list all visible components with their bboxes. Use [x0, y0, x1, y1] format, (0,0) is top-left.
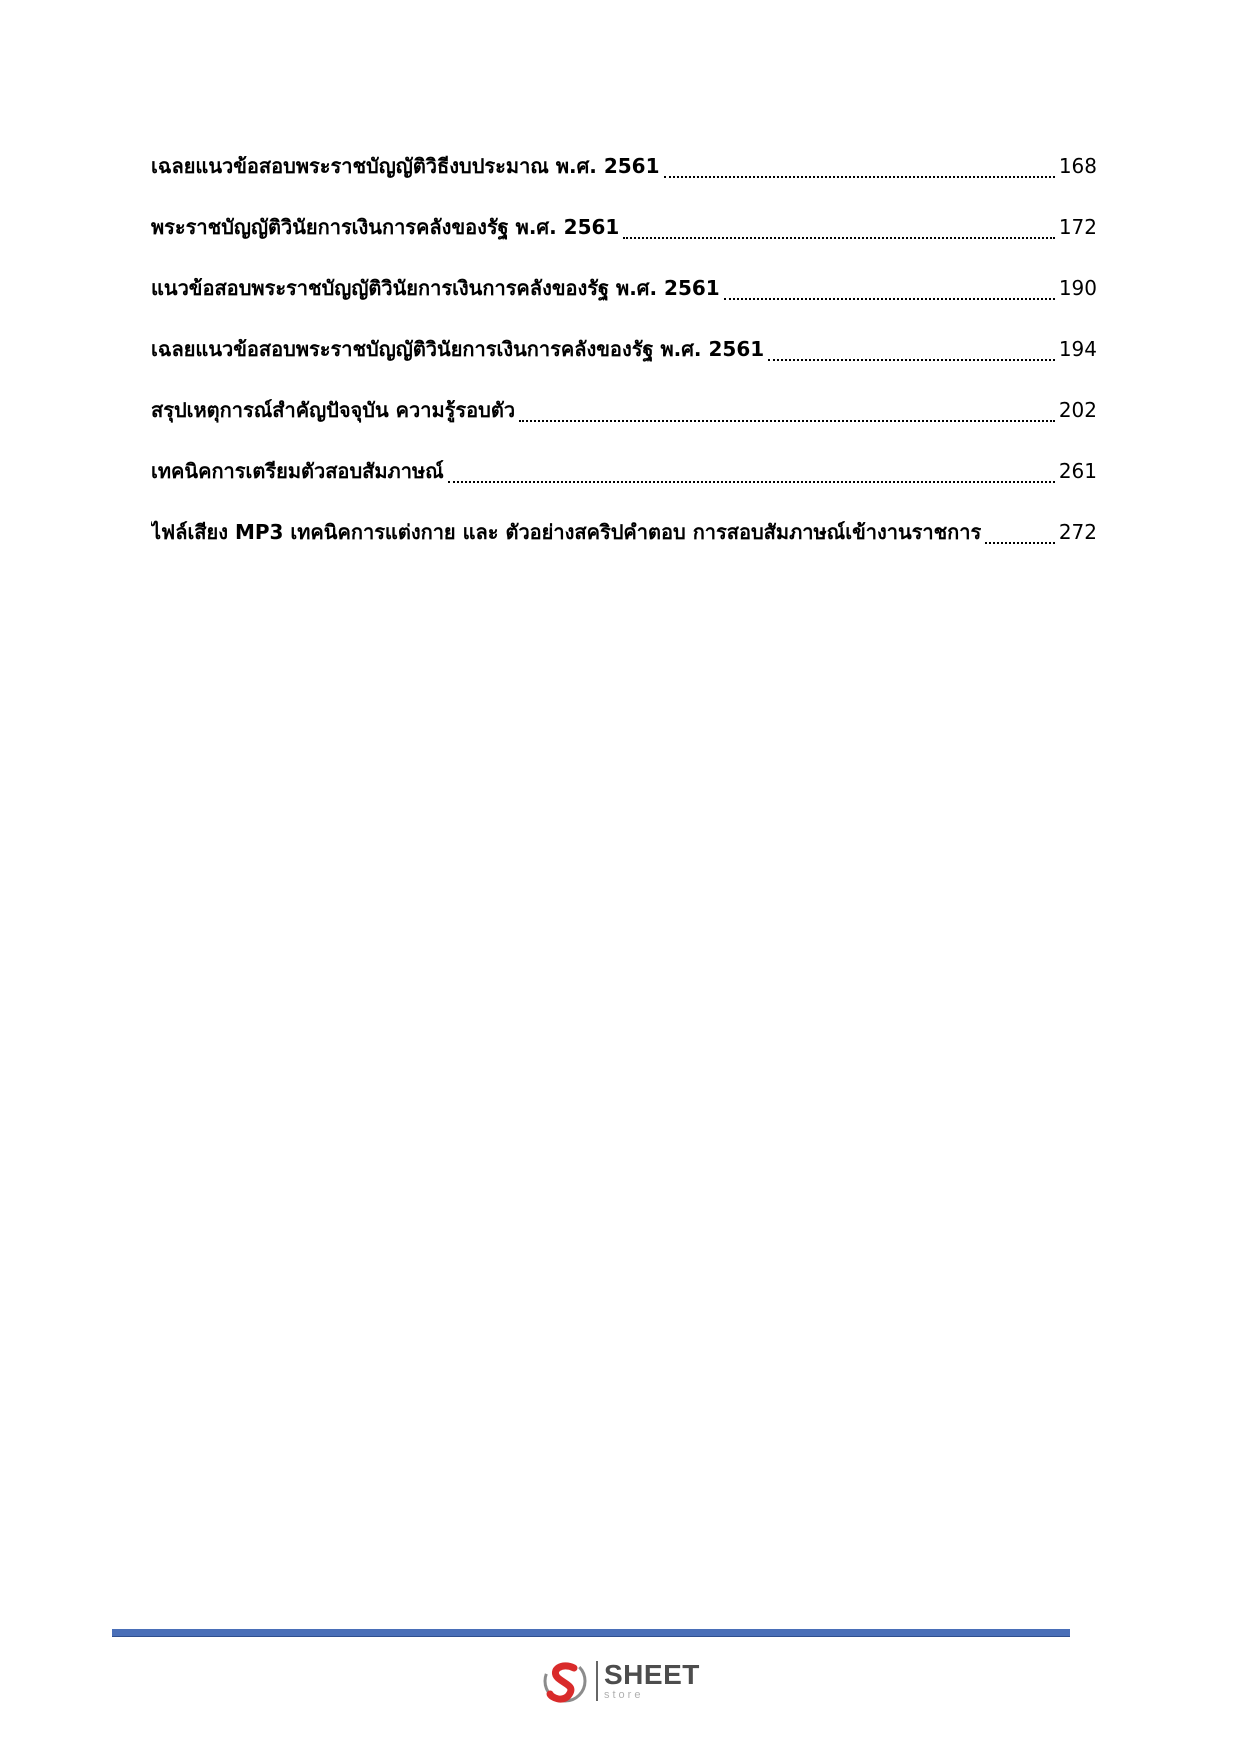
logo-subword: store	[604, 1689, 644, 1701]
toc-dot-leader	[519, 419, 1055, 422]
toc-entry-title: สรุปเหตุการณ์สำคัญปัจจุบัน ความรู้รอบตัว	[151, 398, 516, 422]
toc-entry-title: แนวข้อสอบพระราชบัญญัติวินัยการเงินการคลังของรัฐ พ.ศ. 2561	[151, 276, 720, 300]
toc-entry-page: 261	[1058, 459, 1097, 483]
toc-entry-page: 168	[1058, 154, 1097, 178]
toc-dot-leader	[985, 541, 1055, 544]
toc-entry-page: 172	[1058, 215, 1097, 239]
toc-dot-leader	[664, 175, 1055, 178]
toc-entry-title: เทคนิคการเตรียมตัวสอบสัมภาษณ์	[151, 459, 444, 483]
toc-entry-page: 272	[1058, 520, 1097, 544]
toc-entry[interactable]	[151, 455, 1097, 516]
toc-entry-page: 190	[1058, 276, 1097, 300]
logo-word: SHEET	[604, 1659, 700, 1690]
toc-entry-page: 194	[1058, 337, 1097, 361]
toc-dot-leader	[623, 236, 1054, 239]
logo-text	[604, 1661, 700, 1701]
toc-entry[interactable]	[151, 211, 1097, 272]
toc-dot-leader	[724, 297, 1055, 300]
logo-divider	[596, 1661, 598, 1701]
sheet-store-logo	[540, 1655, 700, 1707]
toc-dot-leader	[768, 358, 1055, 361]
toc-entry-title: พระราชบัญญัติวินัยการเงินการคลังของรัฐ พ.ศ. 2561	[151, 215, 620, 239]
toc-entry[interactable]	[151, 394, 1097, 455]
toc-entry[interactable]	[151, 333, 1097, 394]
footer-rule	[112, 1629, 1070, 1637]
toc-entry[interactable]	[151, 272, 1097, 333]
toc-entry-title: เฉลยแนวข้อสอบพระราชบัญญัติวินัยการเงินการคลังของรัฐ พ.ศ. 2561	[151, 337, 765, 361]
toc-entry[interactable]	[151, 150, 1097, 211]
toc-entry-title: ไฟล์เสียง MP3 เทคนิคการแต่งกาย และ ตัวอย่างสคริปคำตอบ การสอบสัมภาษณ์เข้างานราชการ	[151, 520, 982, 544]
table-of-contents	[151, 150, 1097, 577]
toc-entry[interactable]	[151, 516, 1097, 577]
toc-dot-leader	[448, 480, 1055, 483]
toc-entry-title: เฉลยแนวข้อสอบพระราชบัญญัติวิธีงบประมาณ พ.ศ. 2561	[151, 154, 660, 178]
toc-entry-page: 202	[1058, 398, 1097, 422]
sheet-store-logo-icon	[540, 1656, 590, 1706]
